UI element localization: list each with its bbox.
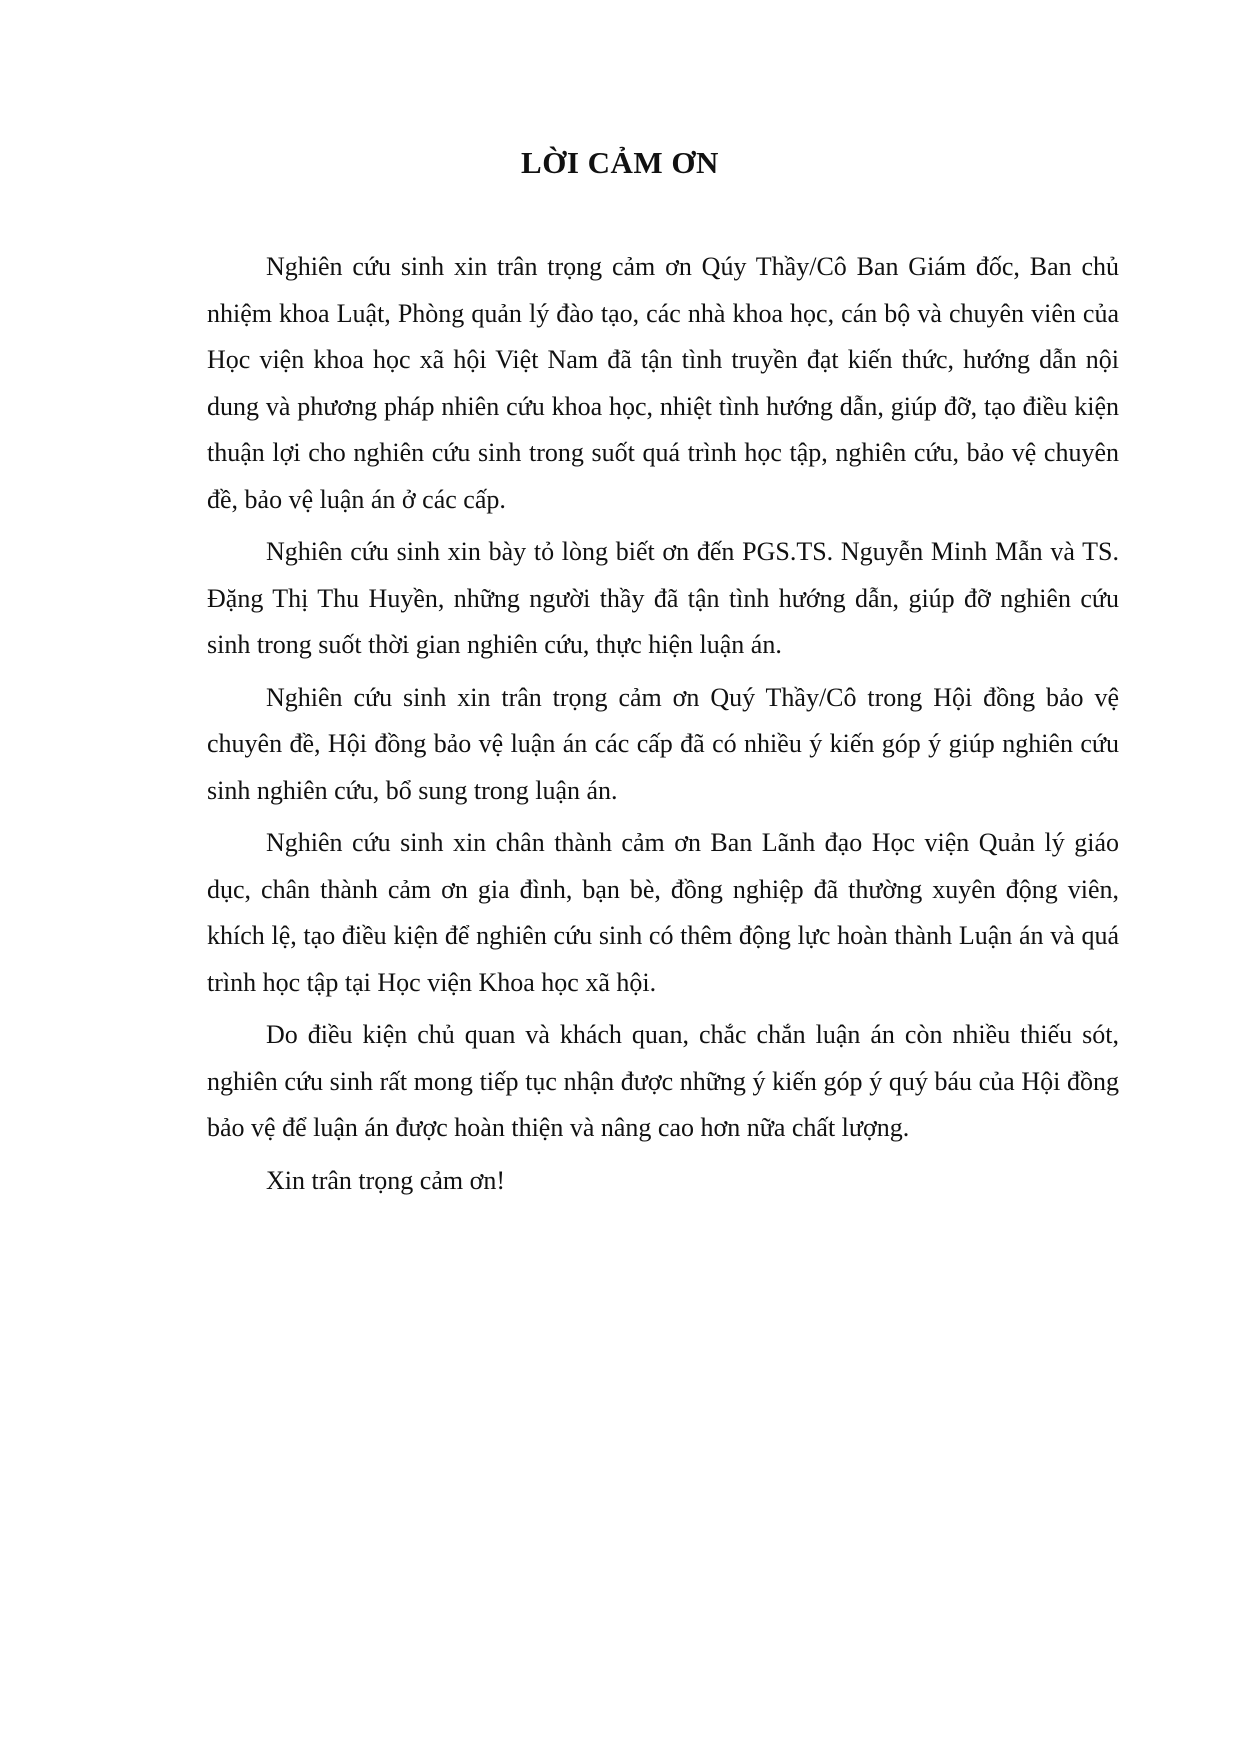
document-body xyxy=(207,244,1119,1210)
paragraph-final-thanks: Xin trân trọng cảm ơn! xyxy=(266,1165,506,1195)
paragraph-thanks-academy: Nghiên cứu sinh xin trân trọng cảm ơn Qúy Thầy/Cô Ban Giám đốc, Ban chủ nhiệm khoa Luật, Phòng quản lý đào tạo, các nhà khoa học, cán bộ và chuyên viên của Học viện khoa học xã hội Việt Nam đã tận tình truyền đạt kiến thức, hướng dẫn nội dung và phương pháp nhiên cứu khoa học, nhiệt tình hướng dẫn, giúp đỡ, tạo điều kiện thuận lợi cho nghiên cứu sinh trong suốt quá trình học tập, nghiên cứu, bảo vệ chuyên đề, bảo vệ luận án ở các cấp. xyxy=(207,252,1119,514)
paragraph-thanks-council: Nghiên cứu sinh xin trân trọng cảm ơn Quý Thầy/Cô trong Hội đồng bảo vệ chuyên đề, Hội đồng bảo vệ luận án các cấp đã có nhiều ý kiến góp ý giúp nghiên cứu sinh nghiên cứu, bổ sung trong luận án. xyxy=(207,682,1119,805)
paragraph-thanks-supervisors: Nghiên cứu sinh xin bày tỏ lòng biết ơn đến PGS.TS. Nguyễn Minh Mẫn và TS. Đặng Thị Thu Huyền, những người thầy đã tận tình hướng dẫn, giúp đỡ nghiên cứu sinh trong suốt thời gian nghiên cứu, thực hiện luận án. xyxy=(207,537,1119,659)
paragraph-closing-remarks: Do điều kiện chủ quan và khách quan, chắc chắn luận án còn nhiều thiếu sót, nghiên cứu sinh rất mong tiếp tục nhận được những ý kiến góp ý quý báu của Hội đồng bảo vệ để luận án được hoàn thiện và nâng cao hơn nữa chất lượng. xyxy=(207,1020,1119,1142)
page-title: LỜI CẢM ƠN xyxy=(521,145,719,180)
paragraph-thanks-family: Nghiên cứu sinh xin chân thành cảm ơn Ban Lãnh đạo Học viện Quản lý giáo dục, chân thành cảm ơn gia đình, bạn bè, đồng nghiệp đã thường xuyên động viên, khích lệ, tạo điều kiện để nghiên cứu sinh có thêm động lực hoàn thành Luận án và quá trình học tập tại Học viện Khoa học xã hội. xyxy=(207,828,1119,997)
